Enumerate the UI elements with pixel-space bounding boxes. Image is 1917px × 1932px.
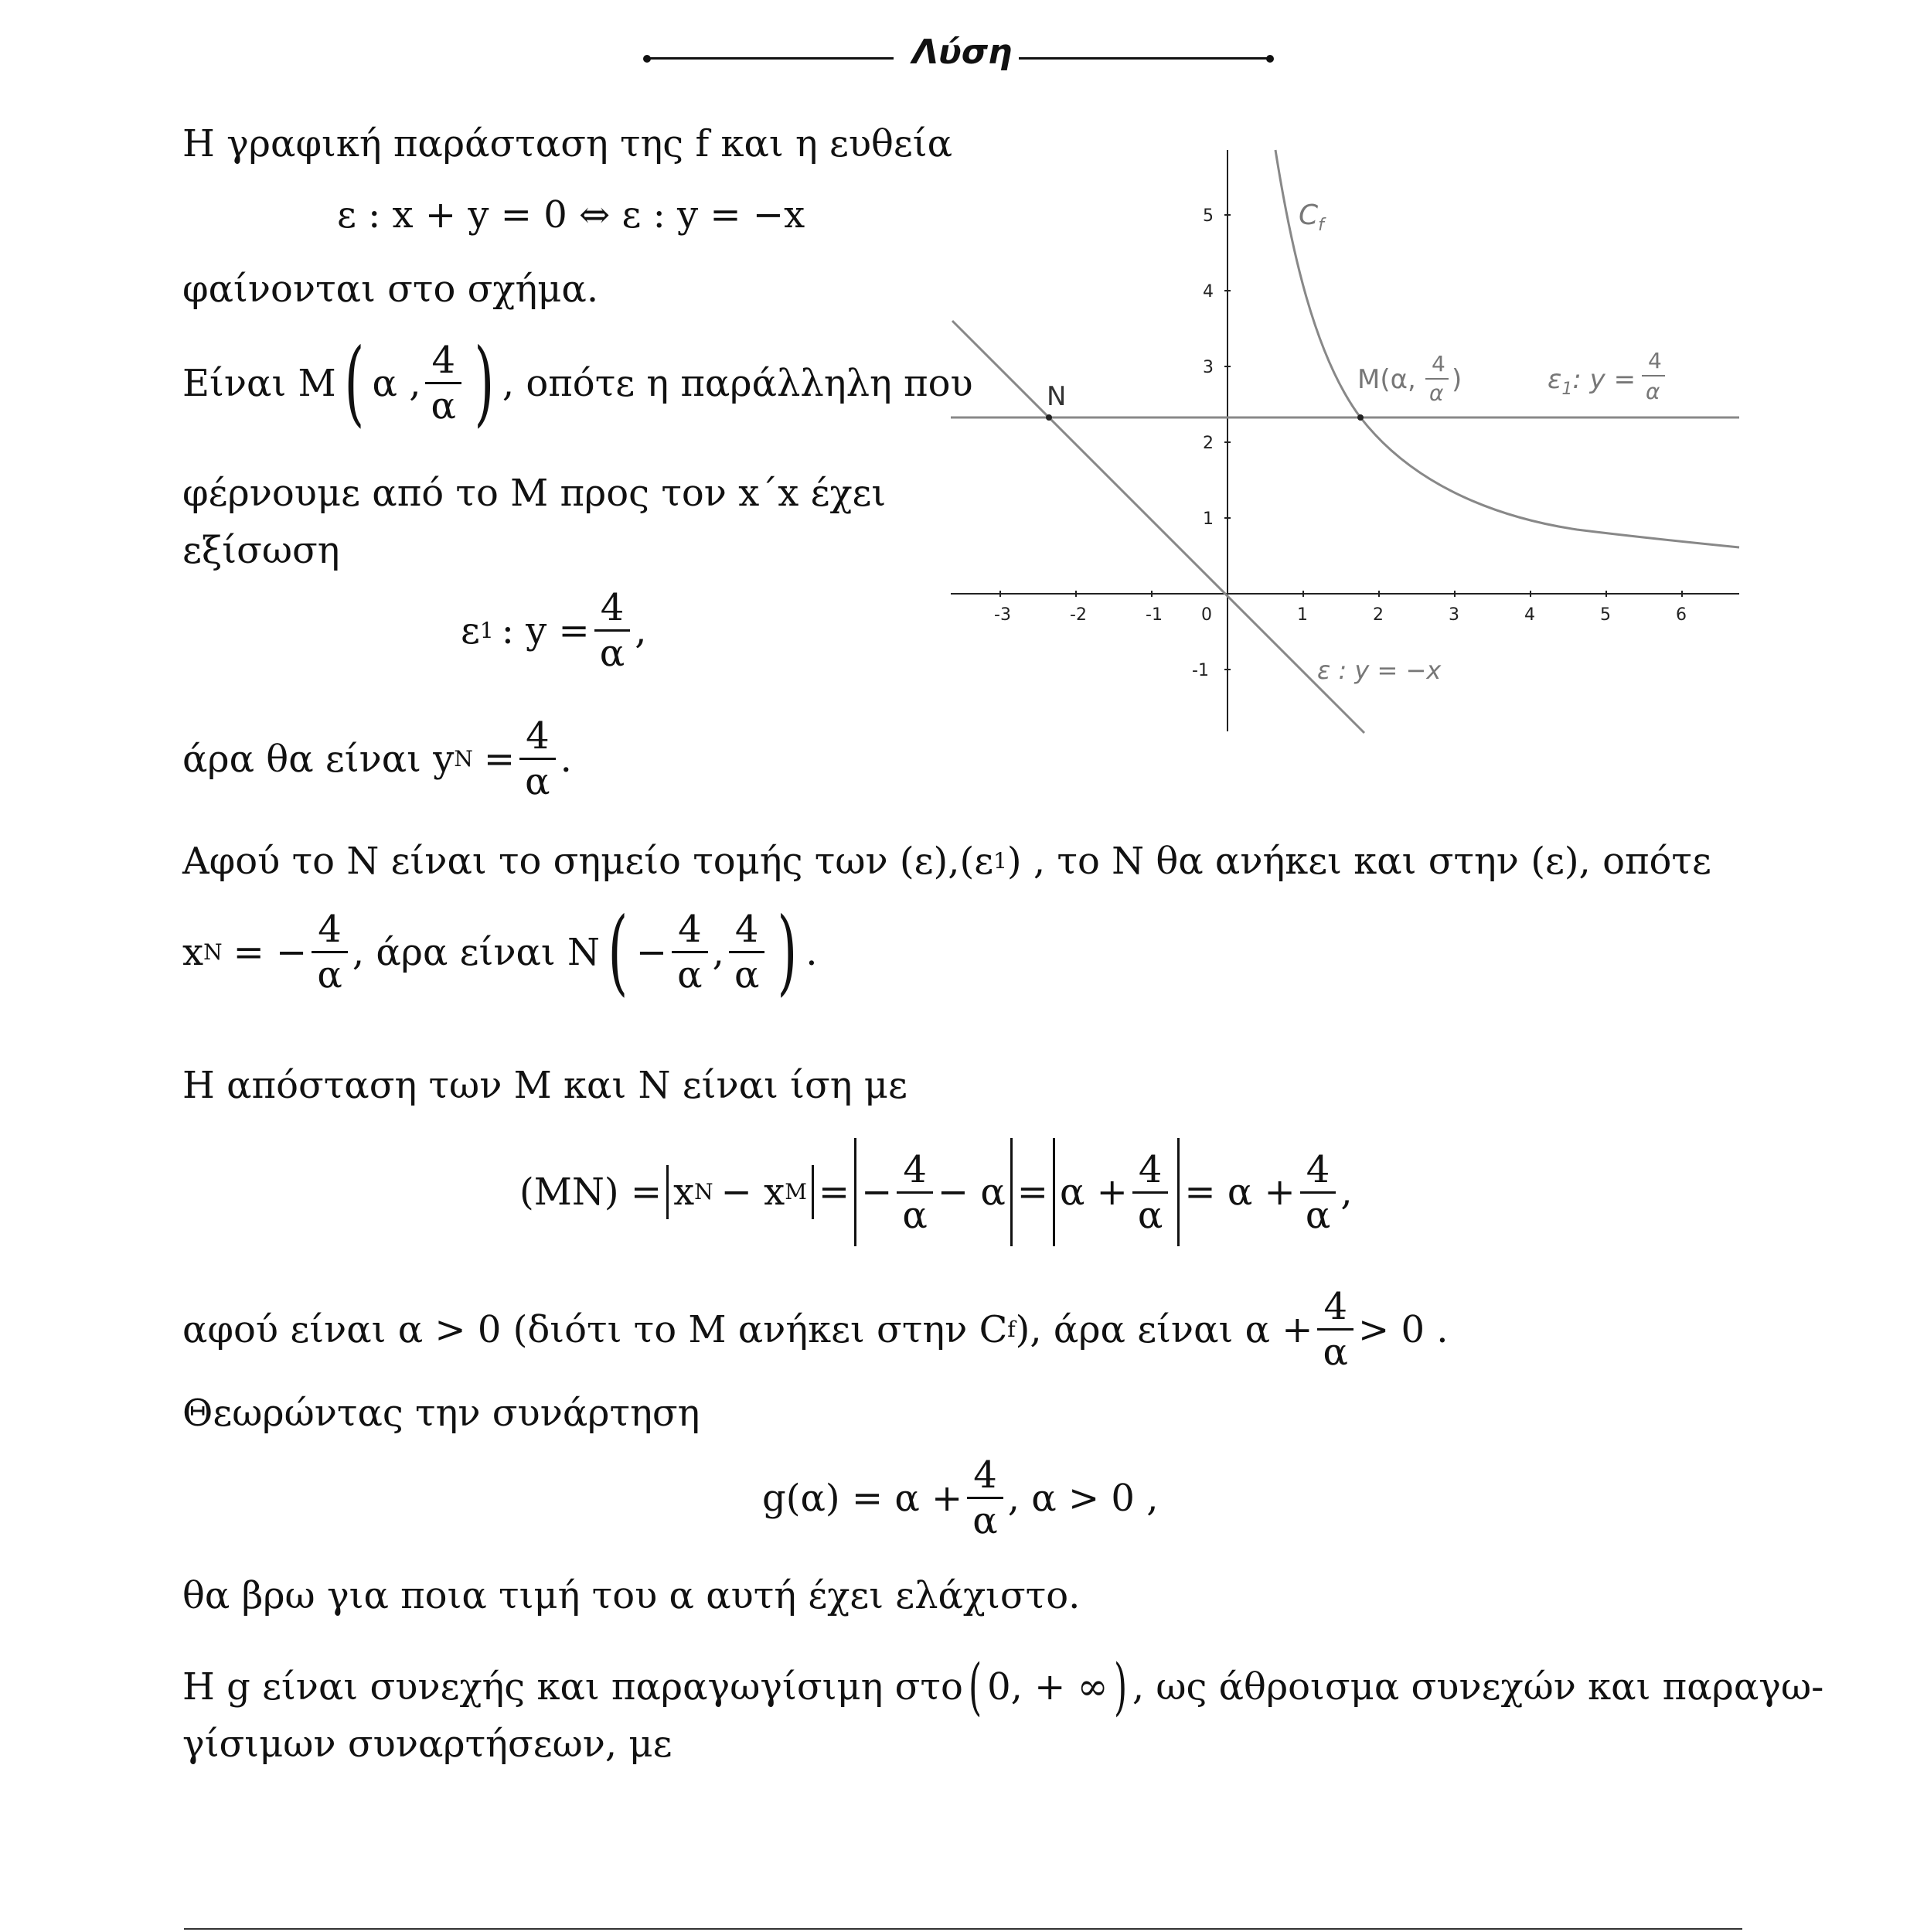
left-paren: (	[608, 898, 628, 1006]
e1-end: ,	[635, 608, 647, 653]
mn-sub-n: N	[694, 1179, 713, 1205]
curve-cf	[1275, 150, 1739, 547]
fraction-4-over-alpha	[672, 909, 708, 995]
g-rhs: , α > 0 ,	[1007, 1476, 1159, 1520]
fraction-den: α	[902, 1193, 928, 1237]
paragraph-13	[182, 1648, 1823, 1726]
p8-subscript: N	[203, 939, 223, 965]
paragraph-4: φέρνουμε από το M προς τον x΄x έχει	[182, 472, 887, 515]
paragraph-14: γίσιμων συναρτήσεων, με	[182, 1722, 672, 1766]
abs-bar	[1010, 1138, 1013, 1246]
fraction-den: α	[1137, 1193, 1163, 1237]
paragraph-10	[182, 1286, 1449, 1372]
bottom-rule	[184, 1928, 1742, 1930]
label-m: M(α,	[1357, 364, 1416, 395]
paragraph-7	[182, 838, 1711, 884]
paragraph-11: Θεωρώντας την συνάρτηση	[182, 1392, 700, 1435]
page-title: Λύση	[912, 32, 1013, 72]
title-left-rule	[646, 57, 894, 60]
fraction-4-over-alpha	[729, 909, 765, 995]
fraction-num: 4	[897, 1150, 933, 1194]
mn-alpha-plus: α +	[1059, 1170, 1128, 1214]
label-e: ε : y = −x	[1317, 656, 1442, 685]
fraction-den: α	[525, 760, 550, 803]
mn-eq2: =	[1016, 1170, 1048, 1214]
y-tick-label: 3	[1203, 358, 1214, 377]
x-tick-label: 6	[1676, 605, 1687, 625]
p7-end: ) , το N θα ανήκει και στην (ε), οπότε	[1006, 840, 1711, 883]
abs-bar	[1053, 1138, 1055, 1246]
x-tick-label: 5	[1600, 605, 1611, 625]
fraction-den: α	[599, 632, 625, 675]
mn-end: ,	[1340, 1170, 1353, 1214]
fraction-num: 4	[967, 1455, 1003, 1499]
right-paren: )	[1113, 1651, 1127, 1722]
point-m	[1357, 414, 1364, 421]
fraction-4-over-alpha	[967, 1455, 1003, 1541]
label-m-num: 4	[1432, 351, 1445, 377]
title-right-rule	[1019, 57, 1271, 60]
abs-bar	[1177, 1138, 1180, 1246]
mn-result: = α +	[1184, 1170, 1296, 1214]
p10-text-c: > 0 .	[1358, 1307, 1449, 1351]
paragraph-1: Η γραφική παράσταση της f και η ευθεία	[182, 122, 953, 165]
p10-text-a: αφού είναι α > 0 (διότι το M ανήκει στην C	[182, 1307, 1008, 1351]
left-paren: (	[344, 329, 364, 437]
mn-sub-m: M	[785, 1179, 807, 1205]
label-e1-den: α	[1646, 379, 1660, 404]
right-paren: )	[474, 329, 495, 437]
fraction-4-over-alpha	[594, 588, 631, 673]
x-tick-label: -1	[1146, 605, 1163, 625]
g-lhs: g(α) = α +	[762, 1476, 963, 1520]
fraction-den: α	[972, 1499, 998, 1542]
y-tick-label: 2	[1203, 434, 1214, 453]
line-e	[952, 321, 1364, 733]
mn-minus: −	[861, 1170, 893, 1214]
fraction-4-over-alpha	[519, 716, 556, 802]
p10-text-b: ), άρα είναι α +	[1015, 1307, 1313, 1351]
fraction-4-over-alpha	[1132, 1147, 1169, 1237]
p3-text-b: , οπότε η παράλληλη που	[502, 361, 973, 405]
p8-eq: = −	[233, 930, 308, 974]
p6-end: .	[560, 737, 572, 781]
equation-e1	[461, 588, 647, 673]
p8-end: .	[805, 930, 818, 974]
right-paren: )	[777, 898, 798, 1006]
x-tick-label: 0	[1201, 605, 1212, 625]
p6-subscript: N	[454, 745, 473, 772]
x-tick-label: 2	[1373, 605, 1384, 625]
left-paren: (	[968, 1651, 982, 1722]
paragraph-2: φαίνονται στο σχήμα.	[182, 267, 599, 311]
fraction-den: α	[1323, 1331, 1348, 1374]
y-tick-label: 1	[1203, 509, 1214, 529]
mn-eq: =	[818, 1170, 850, 1214]
e1-mid: : y =	[501, 608, 590, 653]
label-e1: $\varepsilon_1$: y =	[1548, 364, 1636, 399]
fraction-den: α	[1305, 1193, 1331, 1237]
fraction-4-over-alpha	[425, 340, 461, 426]
fraction-num: 4	[729, 909, 765, 953]
fraction-num: 4	[594, 588, 631, 632]
x-tick-label: 4	[1524, 605, 1535, 625]
p7-text: Αφού το N είναι το σημείο τομής των (ε),(ε	[182, 840, 994, 883]
label-m-end: )	[1452, 364, 1462, 395]
mn-x: x	[673, 1170, 695, 1214]
p13-interval: 0, + ∞	[987, 1665, 1108, 1709]
fraction-den: α	[317, 953, 342, 997]
e1-subscript: 1	[479, 617, 494, 643]
p6-eq: =	[483, 737, 516, 781]
label-cf: $C_f$	[1299, 199, 1324, 235]
p8-minus: −	[635, 930, 668, 974]
p13-text-b: , ως άθροισμα συνεχών και παραγω-	[1132, 1665, 1824, 1709]
fraction-4-over-alpha	[1317, 1286, 1353, 1372]
p8-x: x	[182, 930, 204, 974]
x-tick-label: 1	[1297, 605, 1308, 625]
y-tick-label: 5	[1203, 206, 1214, 226]
equation-line-e: ε : x + y = 0 ⇔ ε : y = −x	[337, 193, 805, 237]
mn-minus-x: − x	[720, 1170, 785, 1214]
graph-figure	[943, 139, 1747, 742]
fraction-4-over-alpha	[1300, 1147, 1336, 1237]
paragraph-3	[182, 329, 973, 437]
title-right-dot	[1266, 55, 1274, 63]
paragraph-6	[182, 716, 572, 802]
paragraph-12: θα βρω για ποια τιμή του α αυτή έχει ελάχιστο.	[182, 1574, 1081, 1617]
paragraph-8	[182, 898, 818, 1006]
y-tick-label: -1	[1192, 661, 1209, 680]
x-tick-label: -3	[994, 605, 1011, 625]
fraction-num: 4	[425, 340, 461, 384]
fraction-num: 4	[1317, 1286, 1353, 1331]
p10-subscript: f	[1007, 1316, 1016, 1342]
p7-subscript: 1	[993, 848, 1007, 874]
label-m-den: α	[1429, 380, 1444, 406]
x-tick-label: 3	[1449, 605, 1459, 625]
p6-text: άρα θα είναι y	[182, 737, 455, 781]
p8-comma: ,	[712, 930, 724, 974]
p3-alpha: α ,	[372, 361, 421, 405]
e1-lhs: ε	[461, 608, 480, 653]
fraction-den: α	[677, 953, 703, 997]
label-n: N	[1047, 381, 1067, 412]
fraction-den: α	[734, 953, 760, 997]
mn-minus-alpha: − α	[937, 1170, 1006, 1214]
abs-bar	[854, 1138, 856, 1246]
p3-text-a: Είναι M	[182, 361, 336, 405]
fraction-num: 4	[1132, 1150, 1169, 1194]
fraction-num: 4	[312, 909, 348, 953]
abs-bar	[666, 1165, 669, 1219]
equation-g	[762, 1455, 1158, 1541]
fraction-den: α	[431, 384, 456, 428]
paragraph-9: Η απόσταση των M και N είναι ίση με	[182, 1064, 907, 1107]
label-e1-num: 4	[1648, 348, 1662, 373]
paragraph-5: εξίσωση	[182, 529, 340, 572]
fraction-4-over-alpha	[312, 909, 348, 995]
x-tick-label: -2	[1070, 605, 1087, 625]
fraction-num: 4	[1300, 1150, 1336, 1194]
abs-bar	[812, 1165, 814, 1219]
p13-text-a: Η g είναι συνεχής και παραγωγίσιμη στο	[182, 1665, 963, 1709]
fraction-4-over-alpha	[897, 1147, 933, 1237]
fraction-num: 4	[672, 909, 708, 953]
x-tick-labels	[994, 591, 1687, 625]
mn-lhs: (MN) =	[519, 1170, 662, 1214]
point-n	[1046, 414, 1052, 421]
y-tick-label: 4	[1203, 282, 1214, 302]
equation-mn	[519, 1138, 1353, 1246]
fraction-num: 4	[519, 716, 556, 760]
p8-text: , άρα είναι N	[352, 930, 601, 974]
